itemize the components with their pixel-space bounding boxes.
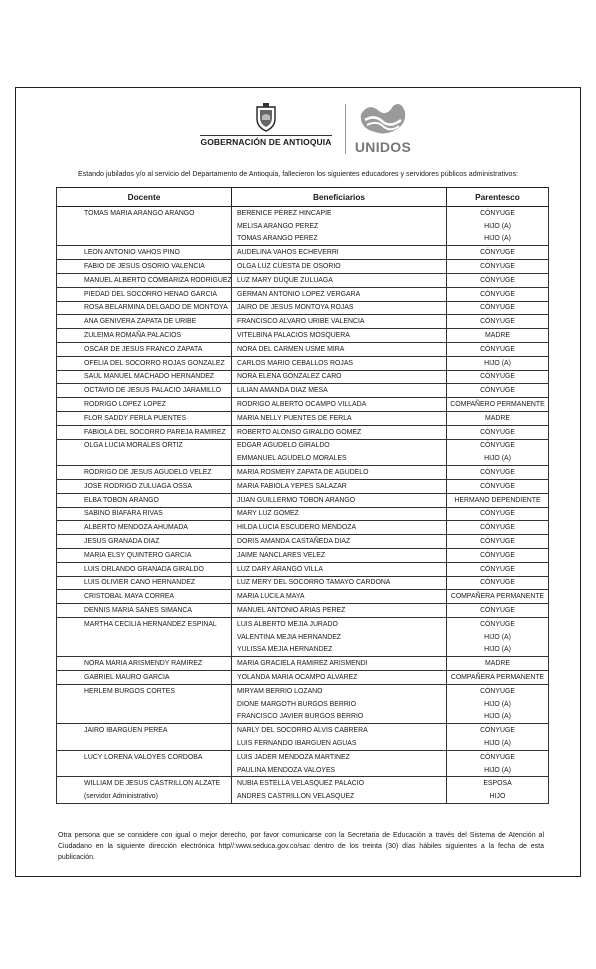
beneficiario-cell: MARIA GRACIELA RAMIREZ ARISMENDI	[232, 657, 447, 671]
docente-cell: ELBA TOBON ARANGO	[57, 493, 232, 507]
beneficiario-cell: LUZ MERY DEL SOCORRO TAMAYO CARDONA	[232, 576, 447, 590]
unidos-logo	[353, 102, 413, 155]
table-row	[57, 439, 549, 452]
docente-cell: MARIA ELSY QUINTERO GARCIA	[57, 548, 232, 562]
docente-cell: LUCY LORENA VALOYES CORDOBA	[57, 750, 232, 763]
parentesco-cell: COMPAÑERA PERMANENTE	[447, 671, 549, 685]
table-row	[57, 287, 549, 301]
parentesco-cell: HIJO (A)	[447, 764, 549, 777]
docente-cell	[57, 710, 232, 723]
parentesco-cell: CÓNYUGE	[447, 207, 549, 220]
beneficiario-cell: ROBERTO ALONSO GIRALDO GOMEZ	[232, 425, 447, 439]
parentesco-cell: CÓNYUGE	[447, 425, 549, 439]
parentesco-cell: CÓNYUGE	[447, 617, 549, 630]
docente-cell	[57, 737, 232, 750]
beneficiario-cell: RODRIGO ALBERTO OCAMPO VILLADA	[232, 398, 447, 412]
beneficiario-cell: MARIA FABIOLA YEPES SALAZAR	[232, 479, 447, 493]
docente-cell: HERLEM BURGOS CORTES	[57, 684, 232, 697]
beneficiario-cell: VITELBINA PALACIOS MOSQUERA	[232, 329, 447, 343]
logo-divider	[345, 104, 346, 154]
docente-cell	[57, 631, 232, 644]
docente-cell: PIEDAD DEL SOCORRO HENAO GARCIA	[57, 287, 232, 301]
table-row	[57, 764, 549, 777]
table-row	[57, 466, 549, 480]
table-row	[57, 562, 549, 576]
header-docente: Docente	[57, 188, 232, 207]
table-row	[57, 657, 549, 671]
parentesco-cell: HIJO (A)	[447, 452, 549, 465]
beneficiario-cell: NUBIA ESTELLA VELASQUEZ PALACIO	[232, 777, 447, 790]
table-header-row	[57, 188, 549, 207]
parentesco-cell: CÓNYUGE	[447, 521, 549, 535]
beneficiario-cell: PAULINA MENDOZA VALOYES	[232, 764, 447, 777]
table-row	[57, 604, 549, 618]
beneficiario-cell: ANDRES CASTRILLON VELASQUEZ	[232, 790, 447, 803]
docente-cell	[57, 764, 232, 777]
parentesco-cell: CÓNYUGE	[447, 684, 549, 697]
parentesco-cell: CÓNYUGE	[447, 562, 549, 576]
parentesco-cell: HIJO (A)	[447, 631, 549, 644]
table-row	[57, 590, 549, 604]
parentesco-cell: CÓNYUGE	[447, 724, 549, 737]
table-row	[57, 684, 549, 697]
docente-cell: ROSA BELARMINA DELGADO DE MONTOYA	[57, 301, 232, 315]
docente-cell: (servidor Administrativo)	[57, 790, 232, 803]
table-row	[57, 425, 549, 439]
beneficiario-cell: MIRYAM BERRIO LOZANO	[232, 684, 447, 697]
docente-cell: CRISTOBAL MAYA CORREA	[57, 590, 232, 604]
beneficiario-cell: MARY LUZ GOMEZ	[232, 507, 447, 521]
docente-cell	[57, 698, 232, 711]
beneficiario-cell: MARIA LUCILA MAYA	[232, 590, 447, 604]
table-row	[57, 479, 549, 493]
parentesco-cell: CÓNYUGE	[447, 466, 549, 480]
gobernacion-logo	[196, 102, 336, 150]
beneficiario-cell: FRANCISCO JAVIER BURGOS BERRIO	[232, 710, 447, 723]
table-row	[57, 329, 549, 343]
table-row	[57, 671, 549, 685]
table-row	[57, 315, 549, 329]
table-row	[57, 617, 549, 630]
table-row	[57, 521, 549, 535]
table-row	[57, 342, 549, 356]
parentesco-cell: CÓNYUGE	[447, 576, 549, 590]
beneficiario-cell: LUZ DARY ARANGO VILLA	[232, 562, 447, 576]
parentesco-cell: CÓNYUGE	[447, 273, 549, 287]
beneficiario-cell: LUIS JADER MENDOZA MARTINEZ	[232, 750, 447, 763]
table-row	[57, 233, 549, 246]
beneficiario-cell: JAIME NANCLARES VELEZ	[232, 548, 447, 562]
docente-cell: LEON ANTONIO VAHOS PINO	[57, 246, 232, 260]
docente-cell: FLOR SADDY FERLA PUENTES	[57, 411, 232, 425]
table-row	[57, 260, 549, 274]
beneficiario-cell: NORA DEL CARMEN USME MIRA	[232, 342, 447, 356]
table-row	[57, 384, 549, 398]
docente-cell: GABRIEL MAURO GARCIA	[57, 671, 232, 685]
beneficiario-cell: JUAN GUILLERMO TOBON ARANGO	[232, 493, 447, 507]
beneficiario-cell: NORA ELENA GONZALEZ CARO	[232, 370, 447, 384]
table-row	[57, 452, 549, 465]
parentesco-cell: HIJO (A)	[447, 233, 549, 246]
parentesco-cell: CÓNYUGE	[447, 548, 549, 562]
docente-cell	[57, 220, 232, 233]
docente-cell: ALBERTO MENDOZA AHUMADA	[57, 521, 232, 535]
docente-cell	[57, 233, 232, 246]
beneficiario-cell: GERMAN ANTONIO LOPEZ VERGARA	[232, 287, 447, 301]
table-row	[57, 644, 549, 657]
parentesco-cell: MADRE	[447, 411, 549, 425]
notice-frame	[15, 87, 581, 877]
unidos-mark-icon	[357, 102, 409, 136]
docente-cell: SABINO BIAFARA RIVAS	[57, 507, 232, 521]
beneficiario-cell: LUZ MARY DUQUE ZULUAGA	[232, 273, 447, 287]
docente-cell: FABIOLA DEL SOCORRO PAREJA RAMIREZ	[57, 425, 232, 439]
docente-cell: OCTAVIO DE JESUS PALACIO JARAMILLO	[57, 384, 232, 398]
docente-cell: LUIS ORLANDO GRANADA GIRALDO	[57, 562, 232, 576]
beneficiario-cell: OLGA LUZ CUESTA DE OSORIO	[232, 260, 447, 274]
parentesco-cell: HIJO	[447, 790, 549, 803]
docente-cell: ANA GENIVERA ZAPATA DE URIBE	[57, 315, 232, 329]
parentesco-cell: CÓNYUGE	[447, 301, 549, 315]
parentesco-cell: HIJO (A)	[447, 710, 549, 723]
parentesco-cell: CÓNYUGE	[447, 384, 549, 398]
table-row	[57, 737, 549, 750]
parentesco-cell: CÓNYUGE	[447, 342, 549, 356]
parentesco-cell: CÓNYUGE	[447, 315, 549, 329]
docente-cell: DENNIS MARIA SANES SIMANCA	[57, 604, 232, 618]
parentesco-cell: HIJO (A)	[447, 698, 549, 711]
parentesco-cell: CÓNYUGE	[447, 439, 549, 452]
docente-cell: JAIRO IBARGUEN PEREA	[57, 724, 232, 737]
beneficiario-cell: CARLOS MARIO CEBALLOS ROJAS	[232, 356, 447, 370]
docente-cell: NORA MARIA ARISMENDY RAMIREZ	[57, 657, 232, 671]
beneficiario-cell: DIONE MARGOTH BURGOS BERRIO	[232, 698, 447, 711]
table-row	[57, 710, 549, 723]
table-row	[57, 548, 549, 562]
parentesco-cell: HIJO (A)	[447, 644, 549, 657]
beneficiaries-table	[56, 187, 549, 804]
table-row	[57, 493, 549, 507]
parentesco-cell: COMPAÑERO PERMANENTE	[447, 398, 549, 412]
docente-cell: OLGA LUCIA MORALES ORTIZ	[57, 439, 232, 452]
parentesco-cell: HIJO (A)	[447, 356, 549, 370]
parentesco-cell: CÓNYUGE	[447, 246, 549, 260]
docente-cell: MANUEL ALBERTO COMBARIZA RODRIGUEZ	[57, 273, 232, 287]
docente-cell: WILLIAM DE JESUS CASTRILLON ALZATE	[57, 777, 232, 790]
beneficiario-cell: NARLY DEL SOCORRO ALVIS CABRERA	[232, 724, 447, 737]
docente-cell: OSCAR DE JESUS FRANCO ZAPATA	[57, 342, 232, 356]
docente-cell: JOSE RODRIGO ZULUAGA OSSA	[57, 479, 232, 493]
table-row	[57, 246, 549, 260]
beneficiario-cell: MARIA NELLY PUENTES DE FERLA	[232, 411, 447, 425]
docente-cell: MARTHA CECILIA HERNANDEZ ESPINAL	[57, 617, 232, 630]
parentesco-cell: MADRE	[447, 329, 549, 343]
beneficiario-cell: LUIS FERNANDO IBARGUEN AGUAS	[232, 737, 447, 750]
docente-cell: TOMAS MARIA ARANGO ARANGO	[57, 207, 232, 220]
table-row	[57, 535, 549, 549]
unidos-name: UNIDOS	[354, 139, 412, 155]
table-row	[57, 398, 549, 412]
beneficiario-cell: HILDA LUCIA ESCUDERO MENDOZA	[232, 521, 447, 535]
header-parentesco: Parentesco	[447, 188, 549, 207]
parentesco-cell: CÓNYUGE	[447, 287, 549, 301]
gobernacion-name: GOBERNACIÓN DE ANTIOQUIA	[200, 137, 332, 147]
table-row	[57, 724, 549, 737]
footnote: Otra persona que se considere con igual o mejor derecho, por favor comunicarse con la Secretaria de Educación a través del Sistema de Atención al Ciudadano en la siguiente dirección electrónica http//:www.seduca.gov.co/sac dentro de los treinta (30) días hábiles siguientes a la fecha de esta publicación.	[58, 832, 544, 861]
docente-cell: RODRIGO DE JESUS AGUDELO VELEZ	[57, 466, 232, 480]
beneficiario-cell: VALENTINA MEJIA HERNANDEZ	[232, 631, 447, 644]
beneficiario-cell: MARIA ROSMERY ZAPATA DE AGUDELO	[232, 466, 447, 480]
beneficiario-cell: YULISSA MEJIA HERNANDEZ	[232, 644, 447, 657]
beneficiario-cell: AUDELINA VAHOS ECHEVERRI	[232, 246, 447, 260]
header-beneficiarios: Beneficiarios	[232, 188, 447, 207]
table-row	[57, 698, 549, 711]
table-row	[57, 301, 549, 315]
table-row	[57, 411, 549, 425]
coat-of-arms-icon	[254, 102, 278, 132]
docente-cell: OFELIA DEL SOCORRO ROJAS GONZALEZ	[57, 356, 232, 370]
parentesco-cell: MADRE	[447, 657, 549, 671]
parentesco-cell: ESPOSA	[447, 777, 549, 790]
table-row	[57, 220, 549, 233]
beneficiario-cell: MANUEL ANTONIO ARIAS PEREZ	[232, 604, 447, 618]
beneficiario-cell: FRANCISCO ALVARO URIBE VALENCIA	[232, 315, 447, 329]
parentesco-cell: CÓNYUGE	[447, 260, 549, 274]
beneficiario-cell: BERENICE PEREZ HINCAPIE	[232, 207, 447, 220]
beneficiario-cell: YOLANDA MARIA OCAMPO ALVAREZ	[232, 671, 447, 685]
parentesco-cell: HIJO (A)	[447, 220, 549, 233]
parentesco-cell: CÓNYUGE	[447, 479, 549, 493]
intro-text: Estando jubilados y/o al servicio del Departamento de Antioquia, fallecieron los siguientes educadores y servidores públicos administrativos:	[77, 170, 519, 178]
beneficiario-cell: DORIS AMANDA CASTAÑEDA DIAZ	[232, 535, 447, 549]
table-row	[57, 273, 549, 287]
parentesco-cell: CÓNYUGE	[447, 507, 549, 521]
beneficiario-cell: MELISA ARANGO PEREZ	[232, 220, 447, 233]
docente-cell: JESUS GRANADA DIAZ	[57, 535, 232, 549]
table-row	[57, 777, 549, 790]
table-row	[57, 790, 549, 803]
header-logos	[16, 102, 580, 160]
docente-cell: RODRIGO LOPEZ LOPEZ	[57, 398, 232, 412]
docente-cell: ZULEIMA ROMAÑA PALACIOS	[57, 329, 232, 343]
table-row	[57, 370, 549, 384]
beneficiario-cell: LILIAN AMANDA DIAZ MESA	[232, 384, 447, 398]
table-row	[57, 207, 549, 220]
table-row	[57, 356, 549, 370]
parentesco-cell: HERMANO DEPENDIENTE	[447, 493, 549, 507]
parentesco-cell: COMPAÑERA PERMANENTE	[447, 590, 549, 604]
docente-cell	[57, 644, 232, 657]
docente-cell: FABIO DE JESUS OSORIO VALENCIA	[57, 260, 232, 274]
beneficiario-cell: JAIRO DE JESUS MONTOYA ROJAS	[232, 301, 447, 315]
docente-cell: SAUL MANUEL MACHADO HERNANDEZ	[57, 370, 232, 384]
table-row	[57, 631, 549, 644]
table-row	[57, 750, 549, 763]
docente-cell: LUIS OLIVIER CANO HERNANDEZ	[57, 576, 232, 590]
parentesco-cell: CÓNYUGE	[447, 750, 549, 763]
beneficiario-cell: EDGAR AGUDELO GIRALDO	[232, 439, 447, 452]
beneficiario-cell: TOMAS ARANGO PEREZ	[232, 233, 447, 246]
parentesco-cell: HIJO (A)	[447, 737, 549, 750]
parentesco-cell: CÓNYUGE	[447, 370, 549, 384]
parentesco-cell: CÓNYUGE	[447, 535, 549, 549]
table-row	[57, 576, 549, 590]
beneficiario-cell: EMMANUEL AGUDELO MORALES	[232, 452, 447, 465]
docente-cell	[57, 452, 232, 465]
beneficiario-cell: LUIS ALBERTO MEJIA JURADO	[232, 617, 447, 630]
table-row	[57, 507, 549, 521]
parentesco-cell: CÓNYUGE	[447, 604, 549, 618]
table-body	[57, 207, 549, 804]
